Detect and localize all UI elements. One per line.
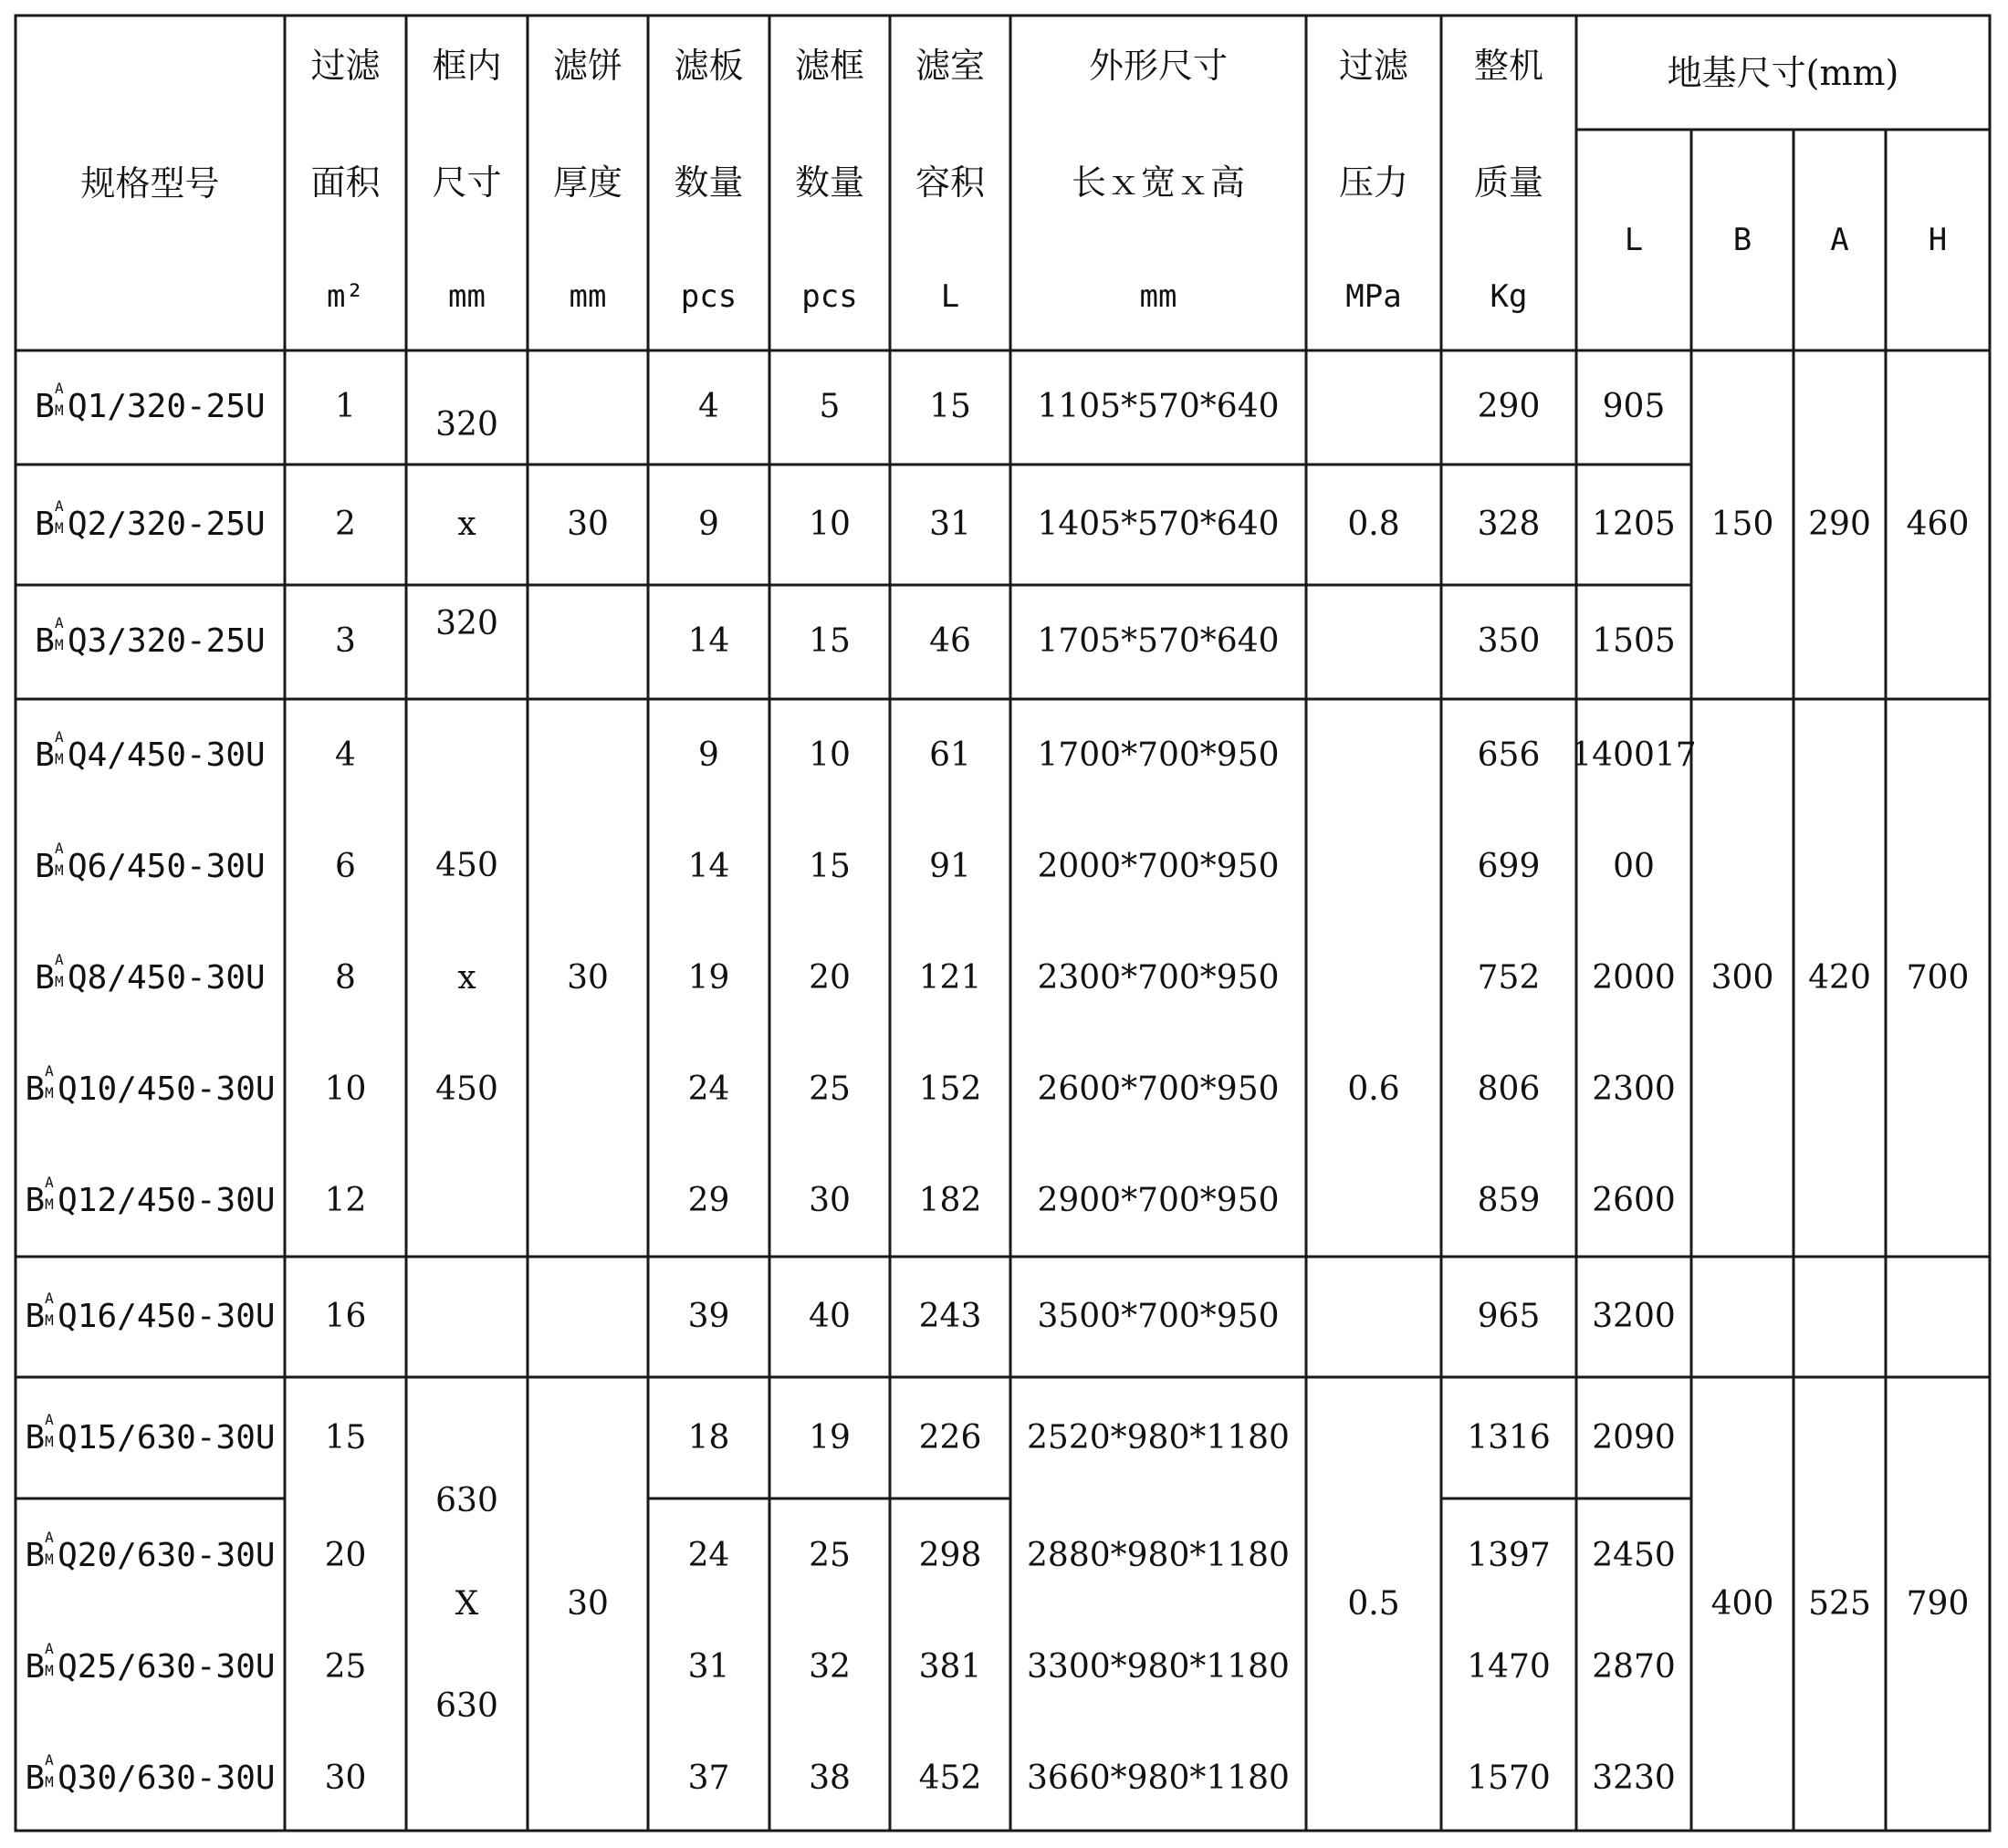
volume-cell: 452 [918,1759,982,1797]
foundation-L-cell: 2000 [1592,959,1676,997]
outline-cell: 3500*700*950 [1037,1298,1280,1335]
plates-cell: 19 [687,959,730,997]
frames-cell: 25 [809,1537,851,1574]
frames-cell: 38 [809,1759,851,1797]
model-subscript: M [45,1084,54,1101]
model-sup-sub [54,840,68,883]
outline-cell: 2900*700*950 [1037,1182,1280,1219]
model-prefix: B [25,1070,46,1108]
model-sup-sub [54,951,68,995]
model-cell [16,614,285,669]
weight-cell: 350 [1477,622,1541,660]
model-code: Q6/450-30U [67,848,266,885]
model-sup-sub [45,1640,58,1684]
foundation-L-cell: 3200 [1592,1298,1676,1335]
weight-cell: 1570 [1467,1759,1551,1797]
model-code: Q30/630-30U [58,1759,276,1797]
header-volume-line1: 滤室 [915,46,985,86]
model-superscript: A [54,380,64,397]
model-code: Q10/450-30U [58,1070,276,1108]
plates-cell: 14 [687,622,730,660]
foundation-L-cell: 2300 [1592,1070,1676,1108]
frame-size-value: 320 [435,406,498,444]
model-superscript: A [45,1411,54,1428]
model-code: Q16/450-30U [58,1298,276,1335]
plates-cell: 4 [698,388,719,425]
header-outline-unit: mm [1139,278,1177,315]
model-superscript: A [54,497,64,515]
weight-cell: 859 [1477,1182,1541,1219]
frames-cell: 19 [809,1419,851,1456]
frames-cell: 5 [819,388,841,425]
volume-cell: 226 [918,1419,982,1456]
volume-cell: 31 [929,506,971,543]
model-cell [16,1751,285,1806]
model-subscript: M [45,1195,54,1213]
header-frames-line1: 滤框 [794,46,864,86]
model-cell [16,951,285,1006]
model-prefix: B [35,506,55,543]
plates-cell: 31 [687,1648,730,1686]
frame-size-x: x [457,506,476,543]
outline-cell: 2880*980*1180 [1027,1537,1290,1574]
header-foundation-L: L [1624,222,1644,258]
header-frames-line2: 数量 [794,162,864,203]
volume-cell: 152 [918,1070,982,1108]
header-foundation: 地基尺寸(mm) [1667,52,1899,93]
header-weight [1441,16,1576,350]
volume-cell: 121 [918,959,982,997]
frame-size-value: 450 [435,1070,498,1108]
header-pressure-unit: MPa [1345,278,1402,315]
foundation-L-cell: 3230 [1592,1759,1676,1797]
frames-cell: 20 [809,959,851,997]
model-subscript: M [45,1550,54,1568]
header-plates-unit: pcs [680,278,737,315]
model-superscript: A [54,840,64,857]
outline-cell: 1700*700*950 [1037,736,1280,774]
model-superscript: A [54,614,64,632]
header-frame-line2: 尺寸 [432,162,502,203]
weight-cell: 1470 [1467,1648,1551,1686]
model-code: Q1/320-25U [67,388,266,425]
area-cell: 15 [324,1419,367,1456]
model-code: Q25/630-30U [58,1648,276,1686]
header-frame-unit: mm [448,278,486,315]
weight-cell: 699 [1477,848,1541,885]
model-prefix: B [35,959,55,997]
foundation-L-cell: 140017 [1571,736,1697,774]
model-code: Q15/630-30U [58,1419,276,1456]
header-frames-unit: pcs [801,278,858,315]
header-weight-line2: 质量 [1473,162,1543,203]
area-cell: 4 [335,736,356,774]
model-cell [16,1062,285,1117]
header-frame-size [406,16,528,350]
model-subscript: M [45,1433,54,1450]
model-subscript: M [54,519,64,537]
area-cell: 2 [335,506,356,543]
foundation-L-cell: 00 [1613,848,1655,885]
outline-cell: 2300*700*950 [1037,959,1280,997]
model-code: Q2/320-25U [67,506,266,543]
frame-size-value: 320 [435,605,498,642]
model-superscript: A [54,728,64,746]
model-superscript: A [45,1751,54,1769]
header-foundation-A: A [1830,222,1849,258]
model-prefix: B [25,1419,46,1456]
model-cell [16,1289,285,1344]
header-foundation-B: B [1732,222,1752,258]
outline-cell: 3660*980*1180 [1027,1759,1290,1797]
model-cell [16,1640,285,1695]
plates-cell: 29 [687,1182,730,1219]
frames-cell: 30 [809,1182,851,1219]
weight-cell: 328 [1477,506,1541,543]
weight-cell: 965 [1477,1298,1541,1335]
model-prefix: B [25,1537,46,1574]
plates-cell: 9 [698,736,719,774]
plates-cell: 9 [698,506,719,543]
header-outline [1010,16,1306,350]
outline-cell: 2000*700*950 [1037,848,1280,885]
header-cake-line2: 厚度 [552,162,622,203]
model-sup-sub [45,1751,58,1795]
frame-size-value: 630 [435,1687,498,1725]
header-frame-line1: 框内 [432,46,502,86]
pressure-450: 0.6 [1347,1070,1400,1108]
frames-cell: 10 [809,506,851,543]
plates-cell: 18 [687,1419,730,1456]
foundation-L-cell: 2600 [1592,1182,1676,1219]
model-prefix: B [35,848,55,885]
header-area [285,16,406,350]
foundation-H-320: 460 [1906,506,1970,543]
frame-size-value: 450 [435,847,498,884]
header-plates [648,16,769,350]
foundation-A-320: 290 [1808,506,1871,543]
foundation-L-cell: 2090 [1592,1419,1676,1456]
model-cell [16,1529,285,1583]
model-cell [16,497,285,552]
plates-cell: 14 [687,848,730,885]
header-cake-line1: 滤饼 [552,46,622,86]
model-subscript: M [54,861,64,879]
outline-cell: 1405*570*640 [1037,506,1280,543]
pressure-320: 0.8 [1347,506,1400,543]
model-prefix: B [35,388,55,425]
model-code: Q20/630-30U [58,1537,276,1574]
model-sup-sub [54,380,68,423]
frame-size-630 [406,1377,528,1831]
model-prefix: B [25,1298,46,1335]
model-subscript: M [45,1773,54,1791]
header-plates-line1: 滤板 [674,46,744,86]
outline-cell: 1705*570*640 [1037,622,1280,660]
outline-cell: 1105*570*640 [1037,388,1280,425]
header-area-line2: 面积 [310,162,381,203]
header-plates-line2: 数量 [674,162,744,203]
model-subscript: M [45,1662,54,1679]
foundation-B-450: 300 [1710,958,1774,997]
header-volume-line2: 容积 [915,162,985,203]
header-area-unit: m² [327,278,364,315]
area-cell: 10 [324,1070,367,1108]
model-subscript: M [54,636,64,653]
area-cell: 6 [335,848,356,885]
model-superscript: A [45,1174,54,1191]
volume-cell: 91 [929,848,971,885]
frames-cell: 25 [809,1070,851,1108]
header-weight-line1: 整机 [1473,46,1543,86]
model-sup-sub [45,1289,58,1333]
model-subscript: M [54,973,64,990]
foundation-H-630: 790 [1906,1584,1970,1623]
frames-cell: 32 [809,1648,851,1686]
header-model: 规格型号 [80,162,220,204]
model-sup-sub [45,1062,58,1106]
foundation-L-cell: 1205 [1592,506,1676,543]
foundation-L-cell: 1505 [1592,622,1676,660]
weight-cell: 1397 [1467,1537,1551,1574]
foundation-A-450: 420 [1808,958,1871,997]
model-cell [16,728,285,783]
plates-cell: 24 [687,1537,730,1574]
volume-cell: 15 [929,388,971,425]
model-cell [16,380,285,434]
frames-cell: 10 [809,736,851,774]
volume-cell: 381 [918,1648,982,1686]
frame-size-value: 630 [435,1482,498,1519]
model-code: Q4/450-30U [67,736,266,774]
model-cell [16,840,285,894]
model-superscript: A [45,1529,54,1546]
model-sup-sub [54,728,68,772]
frame-size-x: x [457,958,476,997]
model-subscript: M [45,1311,54,1329]
header-outline-line2: 长ｘ宽ｘ高 [1071,162,1245,203]
foundation-L-cell: 2870 [1592,1648,1676,1686]
weight-cell: 656 [1477,736,1541,774]
frames-cell: 40 [809,1298,851,1335]
header-volume [890,16,1010,350]
foundation-B-320: 150 [1710,506,1774,543]
foundation-B-630: 400 [1710,1584,1774,1623]
model-code: Q3/320-25U [67,622,266,660]
model-sup-sub [45,1529,58,1572]
model-cell [16,1174,285,1228]
model-cell [16,1411,285,1466]
header-area-line1: 过滤 [310,46,381,86]
outline-cell: 2520*980*1180 [1027,1419,1290,1456]
volume-cell: 182 [918,1182,982,1219]
header-pressure-line1: 过滤 [1338,46,1408,86]
header-volume-unit: L [940,278,960,315]
area-cell: 20 [324,1537,367,1574]
plates-cell: 39 [687,1298,730,1335]
volume-cell: 46 [929,622,971,660]
plates-cell: 37 [687,1759,730,1797]
cake-320: 30 [567,506,609,543]
frames-cell: 15 [809,622,851,660]
cake-450: 30 [567,958,609,997]
model-code: Q8/450-30U [67,959,266,997]
foundation-A-630: 525 [1808,1584,1871,1623]
foundation-L-cell: 905 [1602,388,1666,425]
weight-cell: 806 [1477,1070,1541,1108]
model-prefix: B [25,1182,46,1219]
pressure-630: 0.5 [1347,1584,1400,1623]
area-cell: 30 [324,1759,367,1797]
volume-cell: 243 [918,1298,982,1335]
model-sup-sub [45,1411,58,1455]
model-sup-sub [45,1174,58,1217]
header-pressure [1306,16,1441,350]
weight-cell: 752 [1477,959,1541,997]
area-cell: 12 [324,1182,367,1219]
model-sup-sub [54,614,68,658]
area-cell: 3 [335,622,356,660]
header-foundation-H: H [1928,222,1948,258]
header-outline-line1: 外形尺寸 [1088,46,1228,86]
model-prefix: B [35,736,55,774]
model-prefix: B [25,1648,46,1686]
model-superscript: A [45,1640,54,1657]
model-prefix: B [35,622,55,660]
model-superscript: A [45,1062,54,1080]
volume-cell: 298 [918,1537,982,1574]
header-frames [769,16,890,350]
header-weight-unit: Kg [1490,278,1528,315]
frame-size-x: X [455,1584,479,1623]
frame-size-450 [406,699,528,1257]
model-sup-sub [54,497,68,541]
header-cake [528,16,648,350]
area-cell: 1 [335,388,356,425]
area-cell: 16 [324,1298,367,1335]
area-cell: 8 [335,959,356,997]
frames-cell: 15 [809,848,851,885]
model-subscript: M [54,750,64,767]
weight-cell: 1316 [1467,1419,1551,1456]
model-subscript: M [54,402,64,419]
volume-cell: 61 [929,736,971,774]
model-code: Q12/450-30U [58,1182,276,1219]
outline-cell: 3300*980*1180 [1027,1648,1290,1686]
plates-cell: 24 [687,1070,730,1108]
area-cell: 25 [324,1648,367,1686]
header-pressure-line2: 压力 [1338,162,1408,203]
model-superscript: A [45,1289,54,1307]
outline-cell: 2600*700*950 [1037,1070,1280,1108]
foundation-L-cell: 2450 [1592,1537,1676,1574]
model-superscript: A [54,951,64,968]
foundation-H-450: 700 [1906,958,1970,997]
model-prefix: B [25,1759,46,1797]
header-cake-unit: mm [569,278,607,315]
cake-630: 30 [567,1584,609,1623]
frame-size-320 [406,350,528,699]
weight-cell: 290 [1477,388,1541,425]
